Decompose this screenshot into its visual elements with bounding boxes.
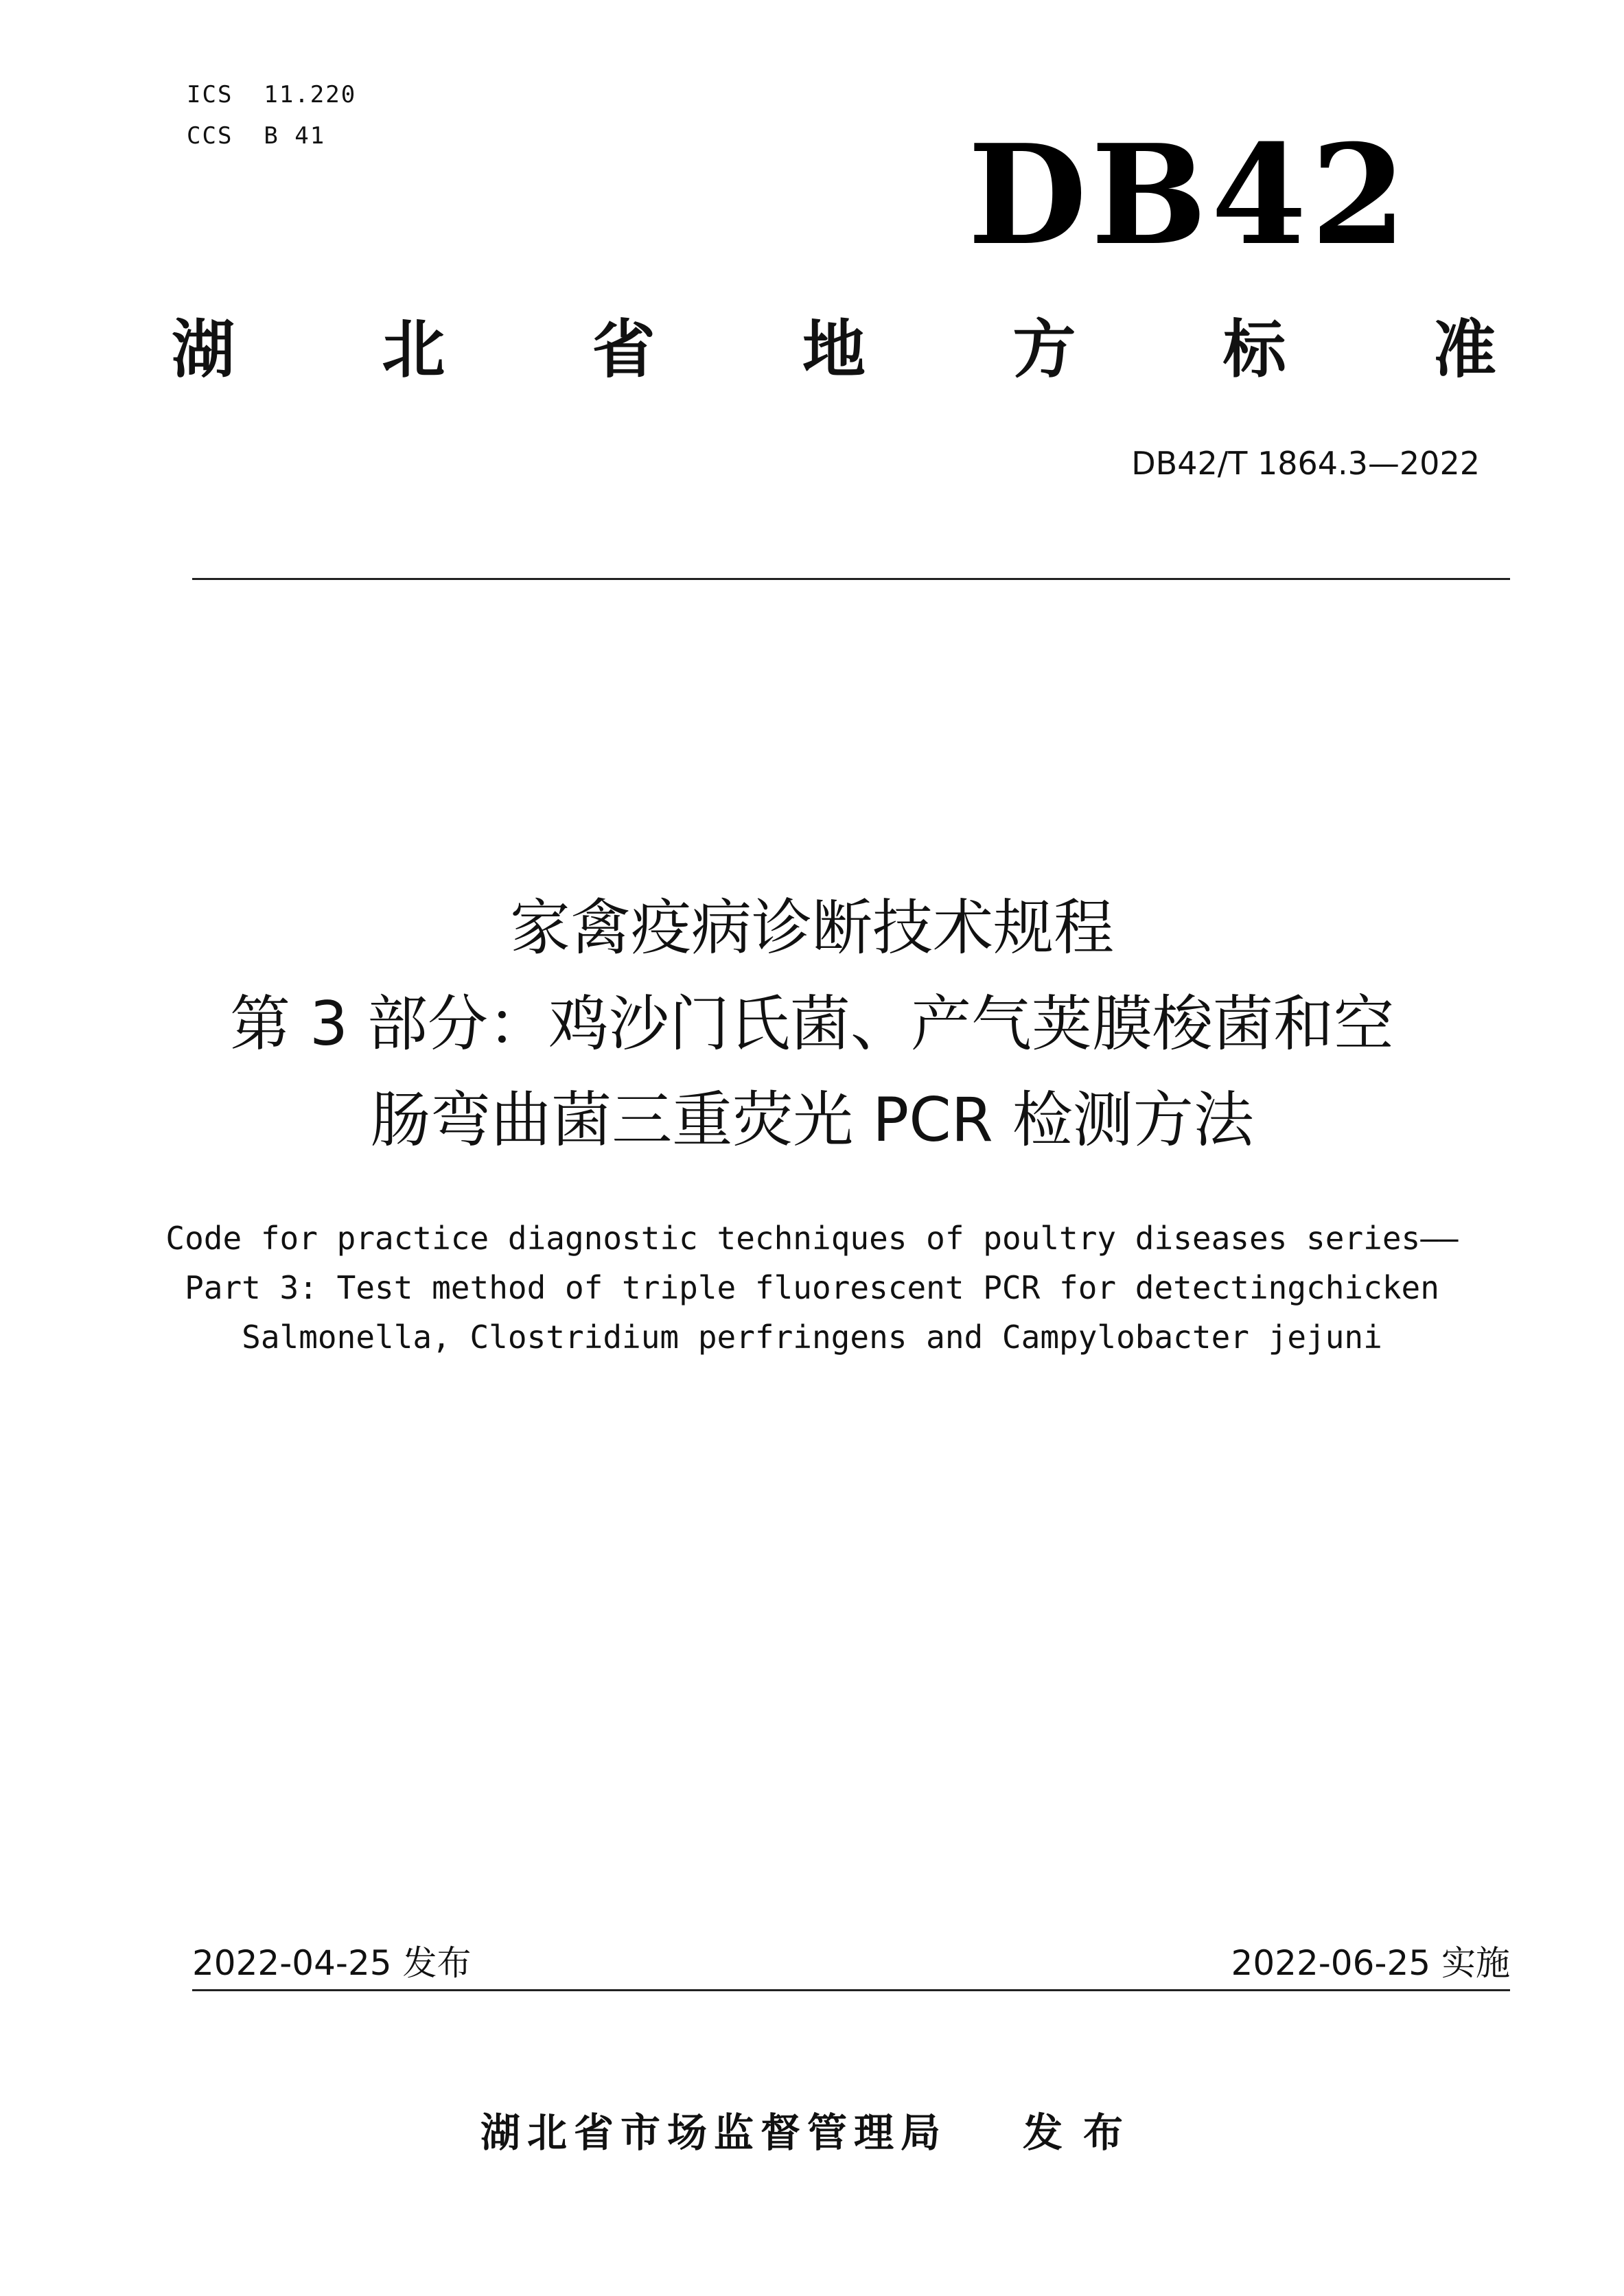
ccs-code: CCS B 41 (187, 122, 326, 150)
title-cn-line-3: 肠弯曲菌三重荧光 PCR 检测方法 (370, 1085, 1254, 1155)
standard-type-heading (172, 312, 1496, 388)
standard-type-char: 湖 (172, 313, 235, 386)
title-cn-line-2: 第 3 部分：鸡沙门氏菌、产气荚膜梭菌和空 (230, 988, 1394, 1059)
standard-type-char: 方 (1012, 313, 1076, 386)
standard-type-char: 标 (1222, 313, 1286, 386)
issuing-authority (0, 2100, 1624, 2158)
title-cn-line-1: 家禽疫病诊断技术规程 (509, 892, 1114, 963)
issue-date: 2022-04-25 发布 (192, 1943, 472, 1983)
standard-type-char: 省 (592, 313, 656, 386)
standard-type-char: 准 (1432, 313, 1496, 386)
issuer-action: 发布 (1023, 2109, 1144, 2156)
standard-type-char: 地 (802, 313, 866, 386)
top-divider (192, 578, 1510, 580)
standard-type-char: 北 (382, 313, 445, 386)
standard-number: DB42/T 1864.3—2022 (1131, 445, 1480, 482)
db42-logo: DB42 (968, 115, 1411, 276)
title-en-line-2: Part 3: Test method of triple fluorescent PCR for detectingchicken (185, 1269, 1439, 1306)
ics-code: ICS 11.220 (187, 81, 357, 108)
implementation-date: 2022-06-25 实施 (1231, 1943, 1510, 1983)
title-en-line-1: Code for practice diagnostic techniques of poultry diseases series—— (165, 1220, 1459, 1257)
title-en-line-3: Salmonella, Clostridium perfringens and Campylobacter jejuni (242, 1319, 1382, 1356)
bottom-divider (192, 1989, 1510, 1991)
issuer-name: 湖北省市场监督管理局 (480, 2109, 947, 2156)
